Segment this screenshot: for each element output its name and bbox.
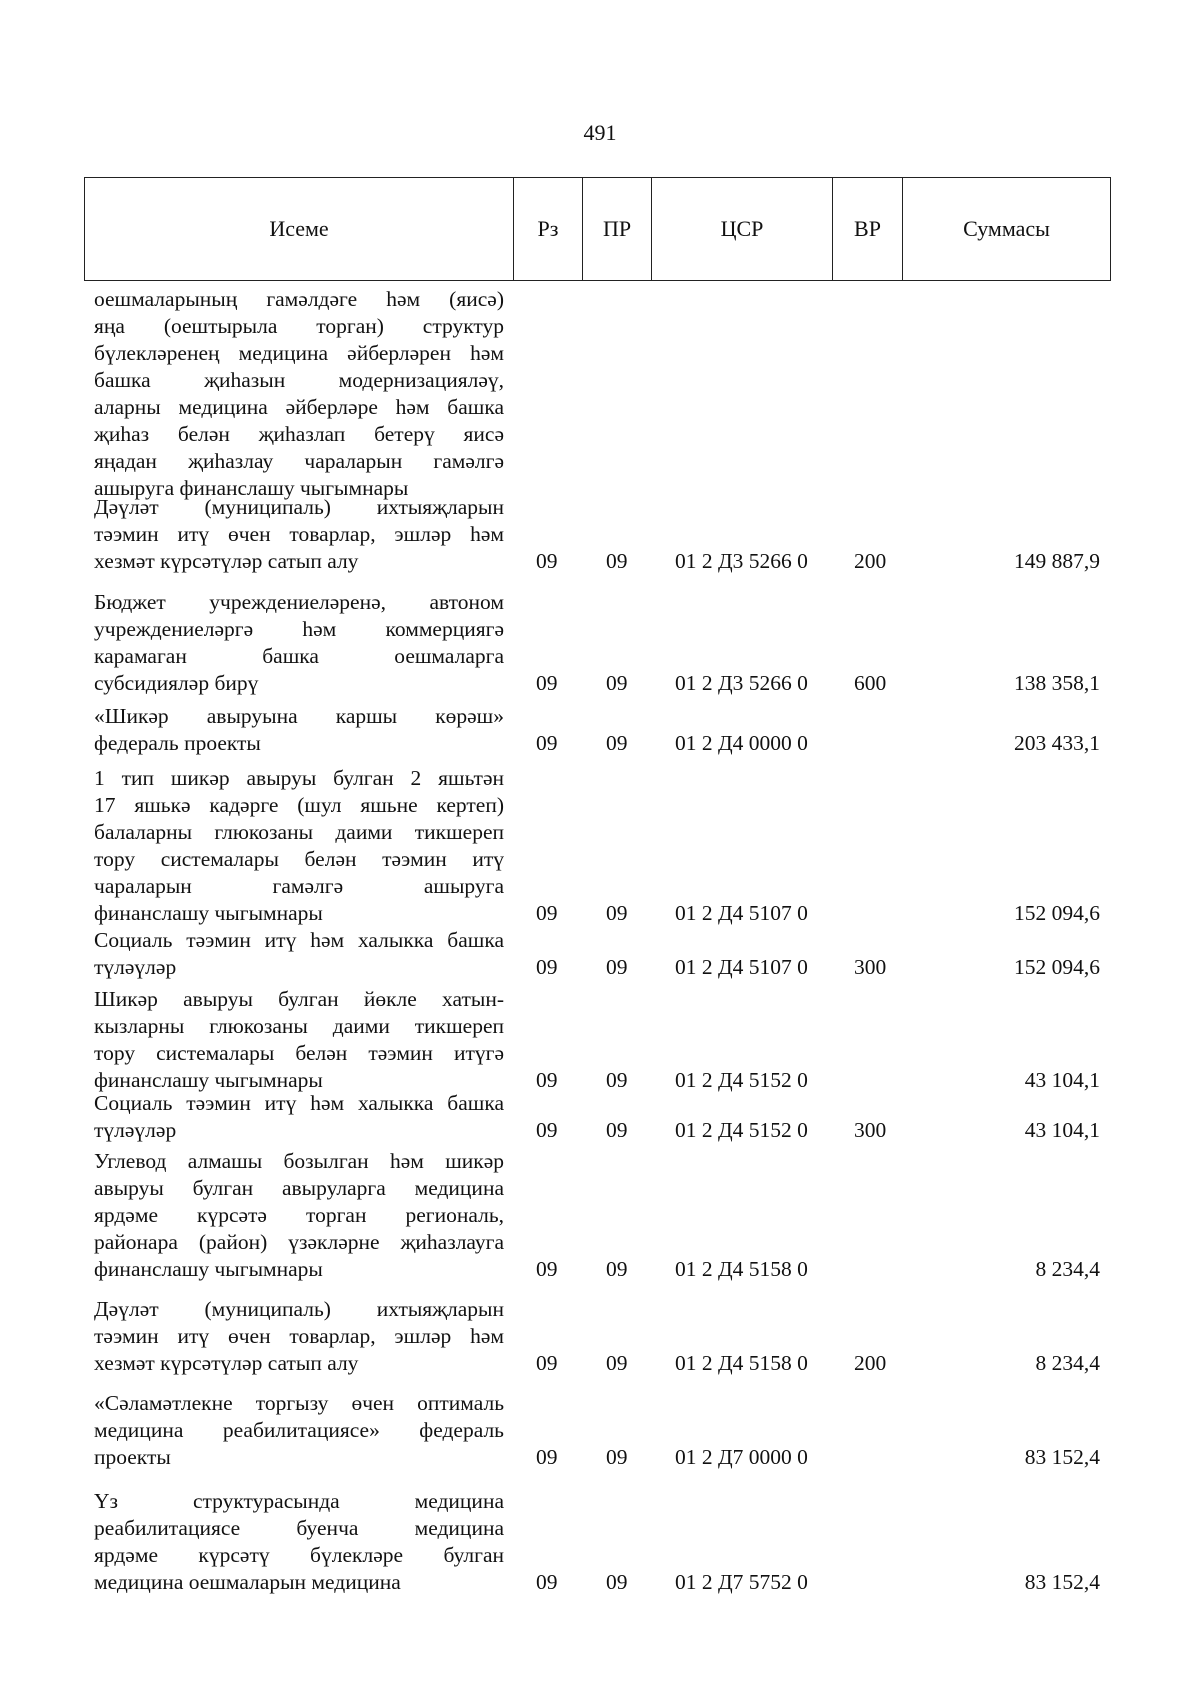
row-sum: 8 234,4 <box>1035 1351 1100 1375</box>
row-csr: 01 2 Д4 5152 0 <box>675 1118 808 1142</box>
row-name-line: финанслашу чыгымнары <box>94 1068 323 1092</box>
row-pr: 09 <box>606 1445 628 1469</box>
row-rz: 09 <box>536 955 558 979</box>
row-name-line: тору системалары белән тәэмин итү <box>94 847 504 871</box>
row-sum: 149 887,9 <box>1014 549 1100 573</box>
row-sum: 83 152,4 <box>1024 1445 1100 1469</box>
page-number: 491 <box>583 120 617 145</box>
header-csr: ЦСР <box>652 178 833 281</box>
row-name-line: Социаль тәэмин итү һәм халыкка башка <box>94 928 504 952</box>
row-sum: 152 094,6 <box>1014 901 1100 925</box>
row-name-line: «Шикәр авыруына каршы көрәш» <box>94 704 504 728</box>
row-vr: 600 <box>854 671 887 695</box>
row-sum: 203 433,1 <box>1014 731 1100 755</box>
header-vr: ВР <box>833 178 903 281</box>
row-csr: 01 2 Д4 0000 0 <box>675 731 808 755</box>
row-name-line: карамаган башка оешмаларга <box>94 644 504 668</box>
header-name: Исеме <box>85 178 514 281</box>
row-pr: 09 <box>606 901 628 925</box>
row-pr: 09 <box>606 671 628 695</box>
row-csr: 01 2 Д7 5752 0 <box>675 1570 808 1594</box>
row-vr: 300 <box>854 955 887 979</box>
row-name <box>94 1488 504 1596</box>
row-pr: 09 <box>606 1257 628 1281</box>
row-csr: 01 2 Д4 5158 0 <box>675 1351 808 1375</box>
row-name <box>94 1090 504 1144</box>
row-rz: 09 <box>536 901 558 925</box>
row-name-line: тәэмин итү өчен товарлар, эшләр һәм <box>94 522 504 546</box>
row-name-line: 1 тип шикәр авыруы булган 2 яшьтән <box>94 766 504 790</box>
row-csr: 01 2 Д4 5107 0 <box>675 955 808 979</box>
row-name-line: түләүләр <box>94 1118 177 1142</box>
row-name <box>94 1148 504 1283</box>
row-name-line: ашыруга финанслашу чыгымнары <box>94 476 409 500</box>
row-name-line: районара (район) үзәкләрне җиһазлауга <box>94 1230 504 1254</box>
row-pr: 09 <box>606 1570 628 1594</box>
row-name <box>94 589 504 697</box>
row-sum: 43 104,1 <box>1024 1118 1100 1142</box>
row-name-line: чараларын гамәлгә ашыруга <box>94 874 504 898</box>
row-name-line: финанслашу чыгымнары <box>94 901 323 925</box>
row-name-line: җиһаз белән җиһазлап бетерү яисә <box>94 422 504 446</box>
row-pr: 09 <box>606 1351 628 1375</box>
row-name-line: яңа (оештырыла торган) структур <box>94 314 504 338</box>
row-vr: 200 <box>854 1351 887 1375</box>
row-sum: 83 152,4 <box>1024 1570 1100 1594</box>
row-name-line: реабилитациясе буенча медицина <box>94 1516 504 1540</box>
row-rz: 09 <box>536 549 558 573</box>
row-name-line: башка җиһазын модернизацияләү, <box>94 368 504 392</box>
row-rz: 09 <box>536 1351 558 1375</box>
header-rz: Рз <box>514 178 583 281</box>
row-sum: 138 358,1 <box>1014 671 1100 695</box>
row-name-line: аларны медицина әйберләре һәм башка <box>94 395 504 419</box>
row-sum: 43 104,1 <box>1024 1068 1100 1092</box>
header-sum: Суммасы <box>903 178 1111 281</box>
row-name-line: оешмаларының гамәлдәге һәм (яисә) <box>94 287 504 311</box>
row-name <box>94 494 504 575</box>
row-name-line: учреждениеләргә һәм коммерциягә <box>94 617 504 641</box>
row-name-line: медицина реабилитациясе» федераль <box>94 1418 504 1442</box>
row-name-line: субсидияләр бирү <box>94 671 259 695</box>
row-csr: 01 2 Д3 5266 0 <box>675 549 808 573</box>
row-name-line: медицина оешмаларын медицина <box>94 1570 401 1594</box>
row-name-line: Бюджет учреждениеләренә, автоном <box>94 590 504 614</box>
row-name-line: авыруы булган авыруларга медицина <box>94 1176 504 1200</box>
row-name-line: ярдәме күрсәтә торган региональ, <box>94 1203 504 1227</box>
row-name <box>94 286 504 502</box>
row-name <box>94 1390 504 1471</box>
row-rz: 09 <box>536 1118 558 1142</box>
row-name-line: хезмәт күрсәтүләр сатып алу <box>94 1351 359 1375</box>
row-rz: 09 <box>536 1570 558 1594</box>
row-name-line: бүлекләренең медицина әйберләрен һәм <box>94 341 504 365</box>
row-name-line: Дәүләт (муниципаль) ихтыяҗларын <box>94 1297 504 1321</box>
row-name-line: Углевод алмашы бозылган һәм шикәр <box>94 1149 504 1173</box>
row-pr: 09 <box>606 1118 628 1142</box>
row-name-line: Шикәр авыруы булган йөкле хатын- <box>94 987 504 1011</box>
row-name-line: федераль проекты <box>94 731 261 755</box>
row-pr: 09 <box>606 549 628 573</box>
row-sum: 8 234,4 <box>1035 1257 1100 1281</box>
row-name-line: түләүләр <box>94 955 177 979</box>
row-pr: 09 <box>606 955 628 979</box>
row-csr: 01 2 Д4 5107 0 <box>675 901 808 925</box>
row-name <box>94 986 504 1094</box>
row-name-line: кызларны глюкозаны даими тикшереп <box>94 1014 504 1038</box>
row-rz: 09 <box>536 1068 558 1092</box>
row-name-line: балаларны глюкозаны даими тикшереп <box>94 820 504 844</box>
row-name <box>94 927 504 981</box>
row-name-line: Үз структурасында медицина <box>94 1489 504 1513</box>
row-name-line: Дәүләт (муниципаль) ихтыяҗларын <box>94 495 504 519</box>
row-name-line: тору системалары белән тәэмин итүгә <box>94 1041 504 1065</box>
row-pr: 09 <box>606 1068 628 1092</box>
row-name-line: проекты <box>94 1445 171 1469</box>
row-name <box>94 765 504 927</box>
row-name <box>94 703 504 757</box>
row-name-line: финанслашу чыгымнары <box>94 1257 323 1281</box>
row-name-line: ярдәме күрсәтү бүлекләре булган <box>94 1543 504 1567</box>
row-rz: 09 <box>536 1445 558 1469</box>
header-pr: ПР <box>583 178 652 281</box>
row-name-line: Социаль тәэмин итү һәм халыкка башка <box>94 1091 504 1115</box>
row-vr: 300 <box>854 1118 887 1142</box>
row-name-line: «Сәламәтлекне торгызу өчен оптималь <box>94 1391 504 1415</box>
row-sum: 152 094,6 <box>1014 955 1100 979</box>
row-rz: 09 <box>536 671 558 695</box>
row-csr: 01 2 Д4 5152 0 <box>675 1068 808 1092</box>
row-vr: 200 <box>854 549 887 573</box>
row-rz: 09 <box>536 1257 558 1281</box>
row-rz: 09 <box>536 731 558 755</box>
row-name-line: 17 яшькә кадәрге (шул яшьне кертеп) <box>94 793 504 817</box>
row-name-line: хезмәт күрсәтүләр сатып алу <box>94 549 359 573</box>
row-name <box>94 1296 504 1377</box>
row-csr: 01 2 Д7 0000 0 <box>675 1445 808 1469</box>
row-csr: 01 2 Д4 5158 0 <box>675 1257 808 1281</box>
row-pr: 09 <box>606 731 628 755</box>
row-csr: 01 2 Д3 5266 0 <box>675 671 808 695</box>
row-name-line: яңадан җиһазлау чараларын гамәлгә <box>94 449 504 473</box>
row-name-line: тәэмин итү өчен товарлар, эшләр һәм <box>94 1324 504 1348</box>
